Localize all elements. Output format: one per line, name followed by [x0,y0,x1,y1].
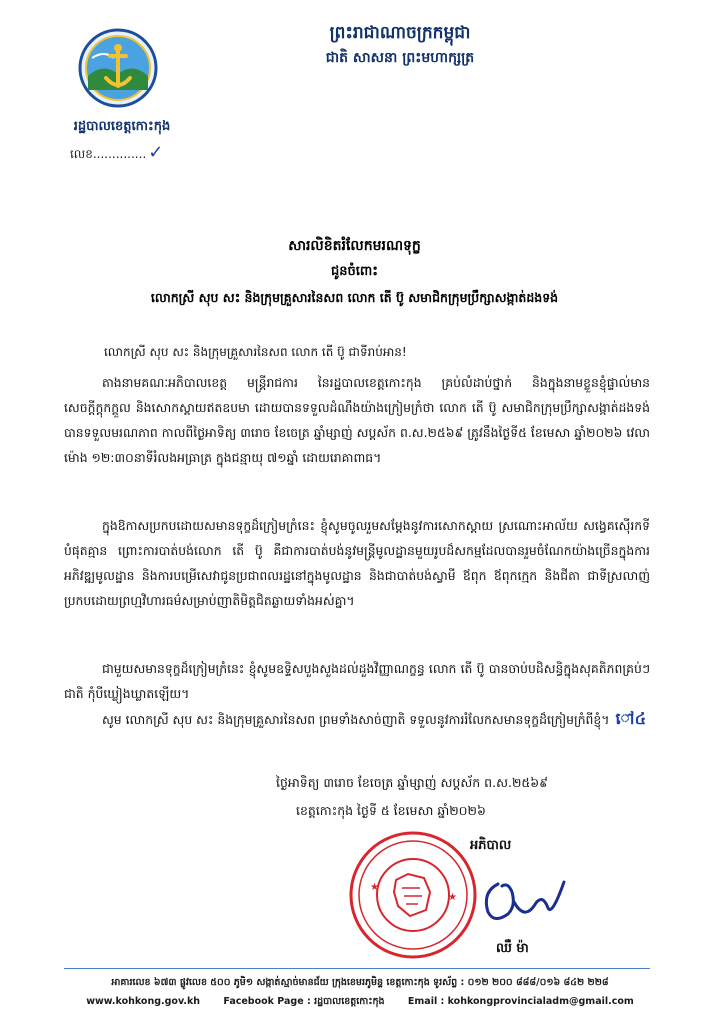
signer-name: ឈឺ ម៉ា [496,941,529,956]
footer-website[interactable]: www.kohkong.gov.kh [86,996,201,1007]
paragraph-4-text: សូម លោកស្រី សុប សះ និងក្រុមគ្រួសារនៃសព ព្រមទាំងសាច់ញាតិ ទទួលនូវការរំលែកសមានទុក្ខដ៏ក្រៀមក្រំពីខ្ញុំ។ [102,712,610,727]
footer-email[interactable]: Email : kohkongprovincialadm@gmail.com [407,996,634,1007]
paragraph-2 [64,513,650,613]
official-red-seal-icon [348,830,478,960]
svg-text:★: ★ [370,882,379,893]
reference-label: លេខ.............. [70,147,147,161]
paragraph-3-text: ជាមួយសមានទុក្ខដ៏ក្រៀមក្រំនេះ ខ្ញុំសូមឧទ្ទិសបួងសួងដល់ដួងវិញ្ញាណក្ខន្ធ លោក តើ ប៊ូ បានចាប់បដិសន្ធិក្នុងសុគតិភពគ្រប់ៗជាតិ កុំបីឃ្លៀងឃ្លាតឡើយ។ [64,661,650,701]
addressed-to-label: ជូនចំពោះ [331,264,378,279]
salutation: លោកស្រី សុប សះ និងក្រុមគ្រួសារនៃសព លោក តើ ប៊ូ ជាទីរាប់អាន! [104,345,407,359]
koh-kong-provincial-crest-icon [78,28,158,108]
issuing-authority: រដ្ឋបាលខេត្តកោះកុង [73,119,171,134]
national-motto: ជាតិ សាសនា ព្រះមហាក្សត្រ [325,50,475,66]
solar-date: ខេត្តកោះកុង ថ្ងៃទី ៥ ខែមេសា ឆ្នាំ២០២៦ [296,803,486,818]
footer-contacts [60,995,660,1009]
kingdom-heading: ព្រះរាជាណាចក្រកម្ពុជា [329,23,471,43]
letter-title: សារលិខិតរំលែកមរណទុក្ខ [288,238,421,254]
svg-text:★: ★ [448,892,457,903]
footer-address: អាគារលេខ ៦៧៣ ផ្លូវលេខ ៥០០ ភូមិ១ សង្កាត់ស្មាច់មានជ័យ ក្រុងខេមរភូមិន្ទ ខេត្តកោះកុង ទូរស័ព្ទ : ០១២ ២០០ ៨៨៨/០១៦ ៨៤២ ២២៨ [111,977,609,988]
paragraph-2-text: ក្នុងឱកាសប្រកបដោយសមានទុក្ខដ៏ក្រៀមក្រំនេះ ខ្ញុំសូមចូលរួមសម្តែងនូវការសោកស្តាយ ស្រណោះអាល័យ សង្វេគស៊ើរកទីបំផុតគ្មាន ព្រោះការបាត់បង់លោក តើ ប៊ូ គឺជាការបាត់បង់នូវមន្ត្រីមូលដ្ឋានមួយរូបដ៏សកម្មដែលបានរួមចំណែកយ៉ាងច្រើនក្នុងការអភិវឌ្ឍមូលដ្ឋាន និងការបម្រើសេវាជូនប្រជាពលរដ្ឋនៅក្នុងមូលដ្ឋាន និងជាបាត់បង់ស្វាមី ឪពុក ឪពុកក្មេក និងជីតា ជាទីស្រលាញ់ប្រកបដោយព្រហ្មវិហារធម៌សម្រាប់ញាតិមិត្តជិតឆ្ងាយទាំងអស់គ្នា។ [64,518,650,608]
paragraph-1 [64,370,650,470]
handwritten-mark: ៅ៤ [615,709,647,728]
footer-facebook[interactable]: Facebook Page : រដ្ឋបាលខេត្តកោះកុង [223,996,385,1007]
signer-title: អភិបាល [470,838,512,853]
lunar-date: ថ្ងៃអាទិត្យ ៣រោច ខែចេត្រ ឆ្នាំម្សាញ់ សប្តស័ក ព.ស.២៥៦៩ [276,775,548,790]
footer-divider [64,968,650,969]
paragraph-1-text: តាងនាមគណៈអភិបាលខេត្ត មន្ត្រីរាជការ នៃរដ្ឋបាលខេត្តកោះកុង គ្រប់លំដាប់ថ្នាក់ និងក្នុងនាមខ្លួនខ្ញុំផ្ទាល់មានសេចក្តីក្តុកក្តួល និងសោកស្តាយឥតឧបមា ដោយបានទទួលដំណឹងយ៉ាងក្រៀមក្រំថា លោក តើ ប៊ូ សមាជិកក្រុមប្រឹក្សាសង្កាត់ដងទង់ បានទទួលមរណភាព កាលពីថ្ងៃអាទិត្យ ៣រោច ខែចេត្រ ឆ្នាំម្សាញ់ សប្តស័ក ព.ស.២៥៦៩ ត្រូវនឹងថ្ងៃទី៥ ខែមេសា ឆ្នាំ២០២៦ វេលាម៉ោង ១២:៣០នាទីរំលងអធ្រាត្រ ក្នុងជន្មាយុ ៧១ឆ្នាំ ដោយរោគាពាធ។ [64,375,650,465]
handwritten-signature-icon [478,862,568,932]
paragraph-3 [64,656,650,706]
recipient-line: លោកស្រី សុប សះ និងក្រុមគ្រួសារនៃសព លោក តើ ប៊ូ សមាជិកក្រុមប្រឹក្សាសង្កាត់ដងទង់ [150,290,559,305]
paragraph-4 [64,706,650,732]
reference-number [70,142,163,164]
check-mark-icon: ✓ [148,142,164,163]
